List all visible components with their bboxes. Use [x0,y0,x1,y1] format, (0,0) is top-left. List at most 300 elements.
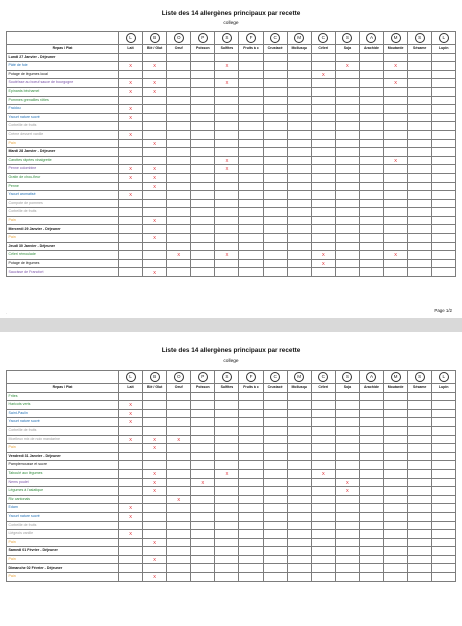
allergen-cell: X [119,530,143,539]
allergen-cell [191,555,215,564]
dish-row [7,199,456,208]
allergen-cell [263,53,287,62]
allergen-cell [408,259,432,268]
allergen-cell [119,251,143,260]
dish-row [7,259,456,268]
dish-row [7,62,456,71]
allergen-cell [359,234,383,243]
allergen-cell [191,444,215,453]
icon-cell [143,32,167,45]
allergen-cell [215,208,239,217]
dish-name: Yaourt nature sucré [7,113,119,122]
allergen-cell [215,268,239,277]
allergen-cell [432,70,456,79]
sesame-icon: S [415,33,425,43]
allergen-cell [359,208,383,217]
allergen-cell: X [143,487,167,496]
allergen-cell [191,139,215,148]
allergen-cell [432,208,456,217]
allergen-cell [384,452,408,461]
allergen-cell [432,392,456,401]
allergen-cell [311,478,335,487]
allergen-cell [432,564,456,573]
allergen-cell [239,130,263,139]
allergen-cell [143,259,167,268]
allergen-cell [215,504,239,513]
icon-cell [335,32,359,45]
allergen-cell: X [119,165,143,174]
dish-name: Céleri rémoulade [7,251,119,260]
allergen-cell [239,444,263,453]
allergen-cell [287,173,311,182]
allergen-cell [335,573,359,582]
allergen-cell [384,435,408,444]
page-title: Liste des 14 allergènes principaux par recette [161,347,301,354]
dish-name: Légumes à l'asiatique [7,487,119,496]
dish-row [7,573,456,582]
allergen-cell [119,208,143,217]
allergen-cell [191,96,215,105]
allergen-cell: X [311,259,335,268]
allergen-cell [359,130,383,139]
allergen-cell [263,573,287,582]
allergen-cell [263,547,287,556]
icon-corner-cell [7,371,119,384]
allergen-cell [311,564,335,573]
allergen-cell [191,208,215,217]
allergen-cell [311,461,335,470]
allergen-cell [191,268,215,277]
allergen-cell [335,182,359,191]
allergen-cell [287,87,311,96]
allergen-cell [384,478,408,487]
allergen-cell [359,242,383,251]
allergen-cell [263,87,287,96]
column-header: Fruits à c [239,384,263,393]
allergen-cell [311,113,335,122]
allergen-cell [119,521,143,530]
allergen-cell [432,268,456,277]
day-row [7,452,456,461]
allergen-cell [215,182,239,191]
allergen-cell [311,452,335,461]
allergen-cell [191,165,215,174]
allergen-cell: X [215,79,239,88]
allergen-cell [167,53,191,62]
allergen-cell [335,392,359,401]
allergen-cell: X [335,487,359,496]
allergen-cell: X [384,79,408,88]
dish-name: Saucisse de Francfort [7,268,119,277]
allergen-cell [215,555,239,564]
dish-name: Potage de légumes [7,259,119,268]
allergen-cell [408,409,432,418]
dish-row [7,113,456,122]
dish-row [7,70,456,79]
allergen-cell [359,401,383,410]
allergen-cell [335,199,359,208]
allergen-cell [119,156,143,165]
allergen-cell [263,173,287,182]
allergen-cell [359,444,383,453]
allergen-cell [191,122,215,131]
allergen-cell [335,96,359,105]
allergen-cell [239,487,263,496]
fish-icon: P [198,33,208,43]
allergen-cell [191,225,215,234]
icon-cell [311,371,335,384]
icon-cell [359,32,383,45]
allergen-cell [311,191,335,200]
sulfites-icon: S [222,33,232,43]
allergen-cell [119,242,143,251]
allergen-cell [432,504,456,513]
allergen-cell [359,418,383,427]
allergen-cell [143,96,167,105]
allergen-cell [143,418,167,427]
allergen-cell [143,521,167,530]
allergen-cell [239,79,263,88]
allergen-cell [287,495,311,504]
soy-icon: S [342,33,352,43]
allergen-cell [408,530,432,539]
allergen-cell [215,547,239,556]
allergen-cell [263,148,287,157]
allergen-cell [215,401,239,410]
allergen-cell [239,156,263,165]
allergen-cell [239,538,263,547]
icon-cell [311,32,335,45]
dish-name: Edam [7,504,119,513]
allergen-cell: X [215,156,239,165]
allergen-cell [167,573,191,582]
allergen-cell [311,512,335,521]
allergen-cell [143,409,167,418]
allergen-cell: X [215,251,239,260]
dish-name: Pamplemousse et sucre [7,461,119,470]
allergen-cell [215,435,239,444]
allergen-cell: X [143,573,167,582]
peanut-icon: A [366,372,376,382]
icon-cell [432,371,456,384]
allergen-cell [432,409,456,418]
allergen-cell [287,392,311,401]
crustacean-icon: C [270,372,280,382]
allergen-cell: X [143,62,167,71]
allergen-cell [359,504,383,513]
allergen-cell [432,79,456,88]
column-header: Poisson [191,45,215,54]
allergen-cell [384,53,408,62]
allergen-cell [239,418,263,427]
allergen-cell [287,105,311,114]
allergen-cell [432,435,456,444]
allergen-cell [119,122,143,131]
allergen-cell [432,165,456,174]
allergen-cell [359,53,383,62]
allergen-cell [408,495,432,504]
allergen-cell [384,461,408,470]
allergen-cell [359,435,383,444]
allergen-cell [167,122,191,131]
column-header: Soja [335,45,359,54]
day-row [7,225,456,234]
allergen-cell [311,426,335,435]
allergen-cell [263,538,287,547]
icon-cell [167,371,191,384]
allergen-cell [408,225,432,234]
column-header: Blé / Glut [143,384,167,393]
allergen-cell [408,113,432,122]
dish-name: Taboulé aux légumes [7,469,119,478]
allergen-cell [335,156,359,165]
allergen-cell [359,62,383,71]
allergen-cell [384,173,408,182]
allergen-cell [239,216,263,225]
allergen-cell [263,521,287,530]
allergen-cell [191,435,215,444]
allergen-cell: X [119,409,143,418]
allergen-cell [384,521,408,530]
allergen-cell [311,409,335,418]
allergen-cell [287,122,311,131]
allergen-cell [335,495,359,504]
allergen-cell [239,435,263,444]
allergen-cell [408,469,432,478]
allergen-cell [408,70,432,79]
allergen-cell [287,452,311,461]
allergen-cell [432,130,456,139]
allergen-cell [335,79,359,88]
allergen-cell [215,139,239,148]
nuts-icon: F [246,33,256,43]
allergen-cell [384,216,408,225]
allergen-cell [432,478,456,487]
allergen-cell [263,504,287,513]
day-label: Samedi 01 Février - Déjeuner [7,547,119,556]
allergen-cell [384,148,408,157]
dish-row [7,521,456,530]
allergen-cell [119,139,143,148]
allergen-cell [215,573,239,582]
column-header: Poisson [191,384,215,393]
allergen-cell [191,538,215,547]
allergen-cell [384,105,408,114]
allergen-cell [408,512,432,521]
allergen-cell [239,504,263,513]
column-header: Moutarde [384,45,408,54]
allergen-cell [143,225,167,234]
allergen-cell [359,79,383,88]
allergen-cell [432,444,456,453]
allergen-cell [167,199,191,208]
allergen-cell [311,435,335,444]
allergen-cell [119,555,143,564]
header-row [7,384,456,393]
allergen-cell [143,156,167,165]
allergen-cell [191,130,215,139]
allergen-cell [167,225,191,234]
allergen-cell [384,547,408,556]
allergen-cell [287,512,311,521]
allergen-cell: X [119,173,143,182]
allergen-cell [432,259,456,268]
allergen-cell: X [119,401,143,410]
allergen-cell: X [215,469,239,478]
dish-row [7,96,456,105]
allergen-cell [359,392,383,401]
allergen-cell [119,148,143,157]
allergen-cell [191,521,215,530]
allergen-cell [287,165,311,174]
dish-name: Haricots verts [7,401,119,410]
allergen-cell [335,251,359,260]
allergen-cell [239,259,263,268]
page-subtitle: college [223,359,239,364]
allergen-cell [167,530,191,539]
allergen-cell: X [311,70,335,79]
allergen-cell [408,208,432,217]
allergen-cell [432,139,456,148]
allergen-cell: X [215,62,239,71]
column-header: Sulfites [215,45,239,54]
allergen-cell [263,251,287,260]
allergen-cell [191,182,215,191]
crustacean-icon: C [270,33,280,43]
allergen-cell [215,148,239,157]
allergen-cell [143,547,167,556]
dish-name: Crème dessert vanille [7,130,119,139]
allergen-cell [359,96,383,105]
allergen-cell [191,53,215,62]
allergen-cell [143,495,167,504]
icon-cell [263,32,287,45]
day-label: Jeudi 30 Janvier - Déjeuner [7,242,119,251]
dish-row [7,401,456,410]
allergen-cell [263,62,287,71]
icon-cell [119,371,143,384]
icon-cell [239,371,263,384]
allergen-cell [287,487,311,496]
allergen-cell [359,469,383,478]
dish-name: Penne colombine [7,165,119,174]
dish-name: Fraidou [7,105,119,114]
header-row [7,45,456,54]
allergen-cell [432,555,456,564]
allergen-cell [359,547,383,556]
allergen-cell [432,199,456,208]
allergen-cell: X [311,251,335,260]
allergen-cell [263,461,287,470]
icon-cell [408,371,432,384]
allergen-cell [432,87,456,96]
dish-name: Pâté de foie [7,62,119,71]
egg-icon: O [174,372,184,382]
fish-icon: P [198,372,208,382]
dish-name: Souté/sse au boeuf sauce de bourgogne [7,79,119,88]
soy-icon: S [342,372,352,382]
allergen-cell [263,70,287,79]
icon-cell [239,32,263,45]
allergen-cell [263,216,287,225]
allergen-cell [384,564,408,573]
allergen-cell [311,444,335,453]
allergen-cell [167,512,191,521]
allergen-cell [215,530,239,539]
allergen-cell [408,452,432,461]
allergen-cell [239,139,263,148]
dish-name: Pain [7,555,119,564]
allergen-cell [408,130,432,139]
allergen-cell [311,242,335,251]
allergen-cell [335,173,359,182]
allergen-cell [215,495,239,504]
allergen-cell [359,216,383,225]
allergen-cell [167,70,191,79]
allergen-cell [335,225,359,234]
dish-name: Compote de pommes [7,199,119,208]
allergen-cell [263,182,287,191]
dish-row [7,478,456,487]
allergen-cell [432,242,456,251]
allergen-cell [191,487,215,496]
celery-icon: C [318,33,328,43]
dish-row [7,418,456,427]
icon-cell [215,371,239,384]
allergen-cell [239,512,263,521]
allergen-cell [239,469,263,478]
allergen-cell [191,392,215,401]
column-header: Sésame [408,45,432,54]
allergen-cell [311,521,335,530]
allergen-cell [143,199,167,208]
allergen-cell: X [384,62,408,71]
allergen-cell [143,113,167,122]
dish-row [7,208,456,217]
allergen-cell: X [143,139,167,148]
allergen-cell [384,530,408,539]
dish-name: Pain [7,234,119,243]
allergen-cell [239,426,263,435]
allergen-cell [143,564,167,573]
column-header: Oeuf [167,45,191,54]
allergen-cell [311,392,335,401]
allergen-cell [335,139,359,148]
allergen-cell [359,521,383,530]
allergen-cell [143,426,167,435]
allergen-cell [167,268,191,277]
allergen-cell [335,461,359,470]
allergen-cell [335,268,359,277]
mustard-icon: M [391,372,401,382]
allergen-cell [335,409,359,418]
allergen-cell [287,242,311,251]
dish-row [7,251,456,260]
allergen-cell [167,234,191,243]
allergen-cell [408,148,432,157]
allergen-cell [359,452,383,461]
allergen-cell [167,208,191,217]
allergen-cell [384,469,408,478]
allergen-cell [408,487,432,496]
dish-name: Saint-Paulin [7,409,119,418]
allergen-cell: X [143,87,167,96]
page-title: Liste des 14 allergènes principaux par recette [161,10,301,17]
allergen-cell [432,191,456,200]
allergen-cell [335,208,359,217]
allergen-cell [191,251,215,260]
dish-row [7,392,456,401]
